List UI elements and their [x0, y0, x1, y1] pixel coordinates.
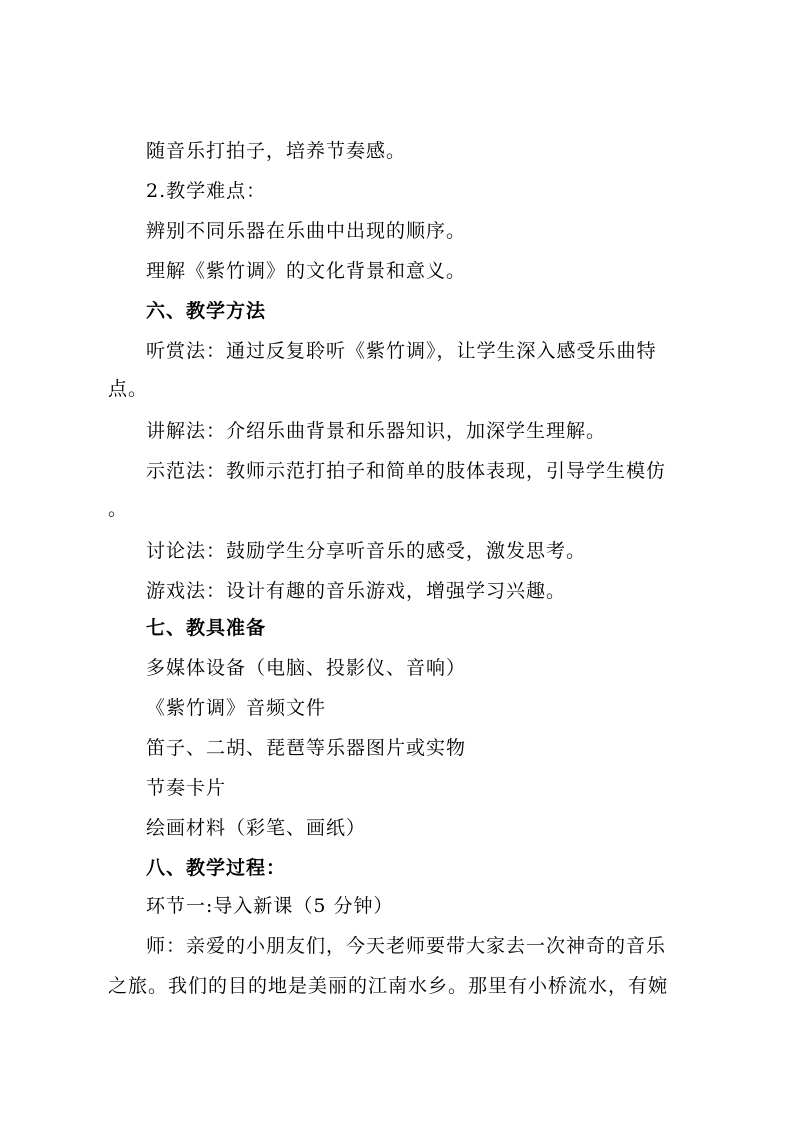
text-line: 环节一:导入新课（5 分钟）	[146, 895, 394, 917]
text-line: 理解《紫竹调》的文化背景和意义。	[146, 260, 467, 282]
text-line: 之旅。我们的目的地是美丽的江南水乡。那里有小桥流水，有婉	[108, 975, 669, 997]
section-heading: 七、教具准备	[146, 617, 267, 639]
text-line: 师：亲爱的小朋友们，今天老师要带大家去一次神奇的音乐	[146, 935, 667, 957]
text-line: 讲解法：介绍乐曲背景和乐器知识，加深学生理解。	[146, 420, 607, 442]
text-line: 。	[108, 498, 129, 520]
section-heading: 八、教学过程：	[146, 857, 287, 879]
text-line: 绘画材料（彩笔、画纸）	[146, 817, 367, 839]
text-line: 节奏卡片	[146, 777, 227, 799]
section-heading: 六、教学方法	[146, 300, 267, 322]
text-line: 《紫竹调》音频文件	[146, 697, 327, 719]
text-line: 多媒体设备（电脑、投影仪、音响）	[146, 657, 467, 679]
text-line: 听赏法：通过反复聆听《紫竹调》，让学生深入感受乐曲特	[146, 340, 657, 362]
text-line: 辨别不同乐器在乐曲中出现的顺序。	[146, 220, 467, 242]
text-line: 讨论法：鼓励学生分享听音乐的感受，激发思考。	[146, 540, 587, 562]
text-line: 示范法：教师示范打拍子和简单的肢体表现，引导学生模仿	[146, 460, 667, 482]
text-line: 2.教学难点：	[146, 180, 267, 202]
text-line: 点。	[108, 378, 149, 400]
text-line: 随音乐打拍子，培养节奏感。	[146, 140, 407, 162]
text-line: 游戏法：设计有趣的音乐游戏，增强学习兴趣。	[146, 580, 567, 602]
text-line: 笛子、二胡、琵琶等乐器图片或实物	[146, 737, 467, 759]
